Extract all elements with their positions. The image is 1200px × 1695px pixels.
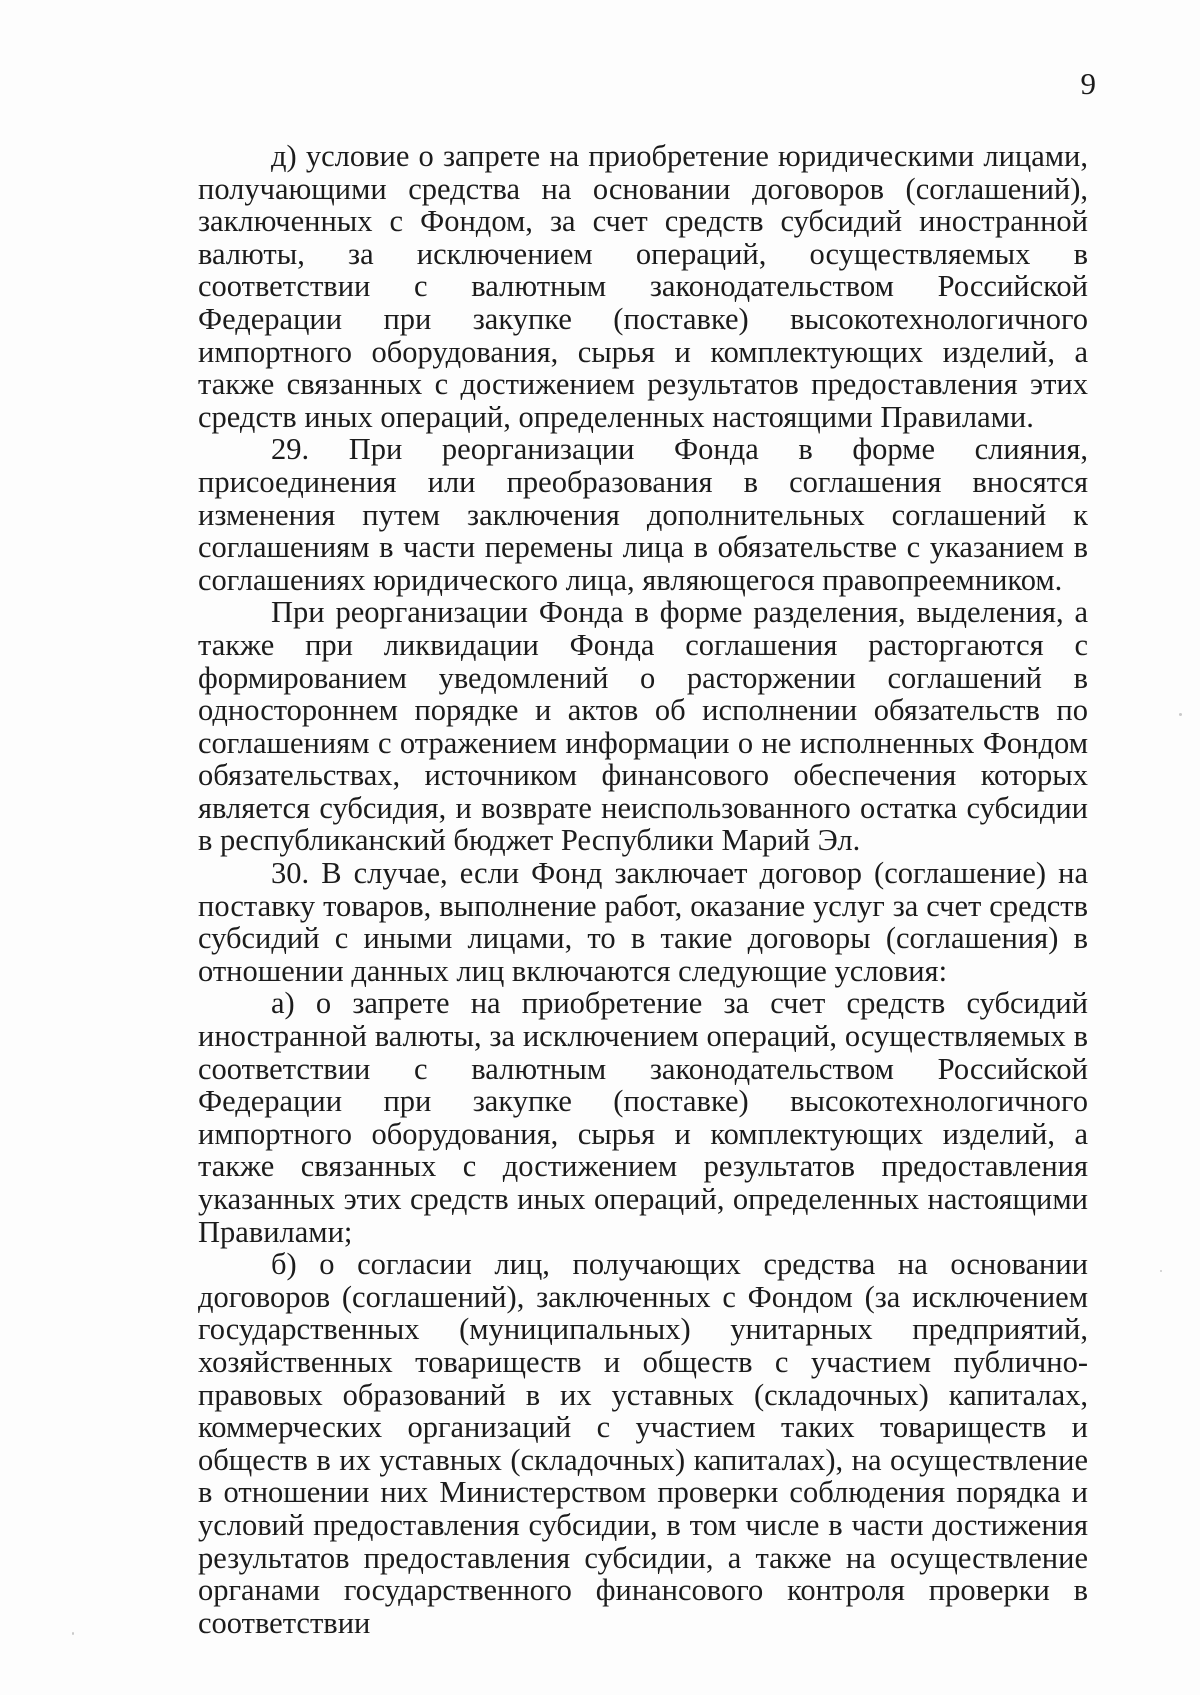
paragraph-reorganization-separation: При реорганизации Фонда в форме разделения, выделения, а также при ликвидации Фонда соглашения расторгаются с формированием уведомлений о расторжении соглашений в одностороннем порядке и актов об исполнении обязательств по соглашениям с отражением информации о не исполненных Фондом обязательствах, источником финансового обеспечения которых является субсидия, и возврате неиспользованного остатка субсидии в республиканский бюджет Республики Марий Эл. [198, 595, 1088, 858]
scan-speck [1179, 713, 1182, 716]
paragraph-subitem-b: б) о согласии лиц, получающих средства на основании договоров (соглашений), заключенных с Фондом (за исключением государственных (муниципальных) унитарных предприятий, хозяйственных товариществ и обществ с участием публично-правовых образований в их уставных (складочных) капиталах, коммерческих организаций с участием таких товариществ и обществ в их уставных (складочных) капиталах), на осуществление в отношении них Министерством проверки соблюдения порядка и условий предоставления субсидии, в том числе в части достижения результатов предоставления субсидии, а также на осуществление органами государственного финансового контроля проверки в соответствии [198, 1247, 1088, 1640]
page-number: 9 [1080, 66, 1096, 101]
document-body [198, 140, 1088, 1639]
scan-speck [72, 1632, 74, 1635]
paragraph-item-30: 30. В случае, если Фонд заключает договор (соглашение) на поставку товаров, выполнение работ, оказание услуг за счет средств субсидий с иными лицами, то в такие договоры (соглашения) в отношении данных лиц включаются следующие условия: [198, 856, 1088, 988]
paragraph-subitem-d: д) условие о запрете на приобретение юридическими лицами, получающими средства на основании договоров (соглашений), заключенных с Фондом, за счет средств субсидий иностранной валюты, за исключением операций, осуществляемых в соответствии с валютным законодательством Российской Федерации при закупке (поставке) высокотехнологичного импортного оборудования, сырья и комплектующих изделий, а также связанных с достижением результатов предоставления этих средств иных операций, определенных настоящими Правилами. [198, 139, 1088, 434]
paragraph-item-29: 29. При реорганизации Фонда в форме слияния, присоединения или преобразования в соглашения вносятся изменения путем заключения дополнительных соглашений к соглашениям в части перемены лица в обязательстве с указанием в соглашениях юридического лица, являющегося правопреемником. [198, 432, 1088, 597]
scan-speck [1160, 1270, 1162, 1272]
paragraph-subitem-a: а) о запрете на приобретение за счет средств субсидий иностранной валюты, за исключением операций, осуществляемых в соответствии с валютным законодательством Российской Федерации при закупке (поставке) высокотехнологичного импортного оборудования, сырья и комплектующих изделий, а также связанных с достижением результатов предоставления указанных этих средств иных операций, определенных настоящими Правилами; [198, 986, 1088, 1249]
